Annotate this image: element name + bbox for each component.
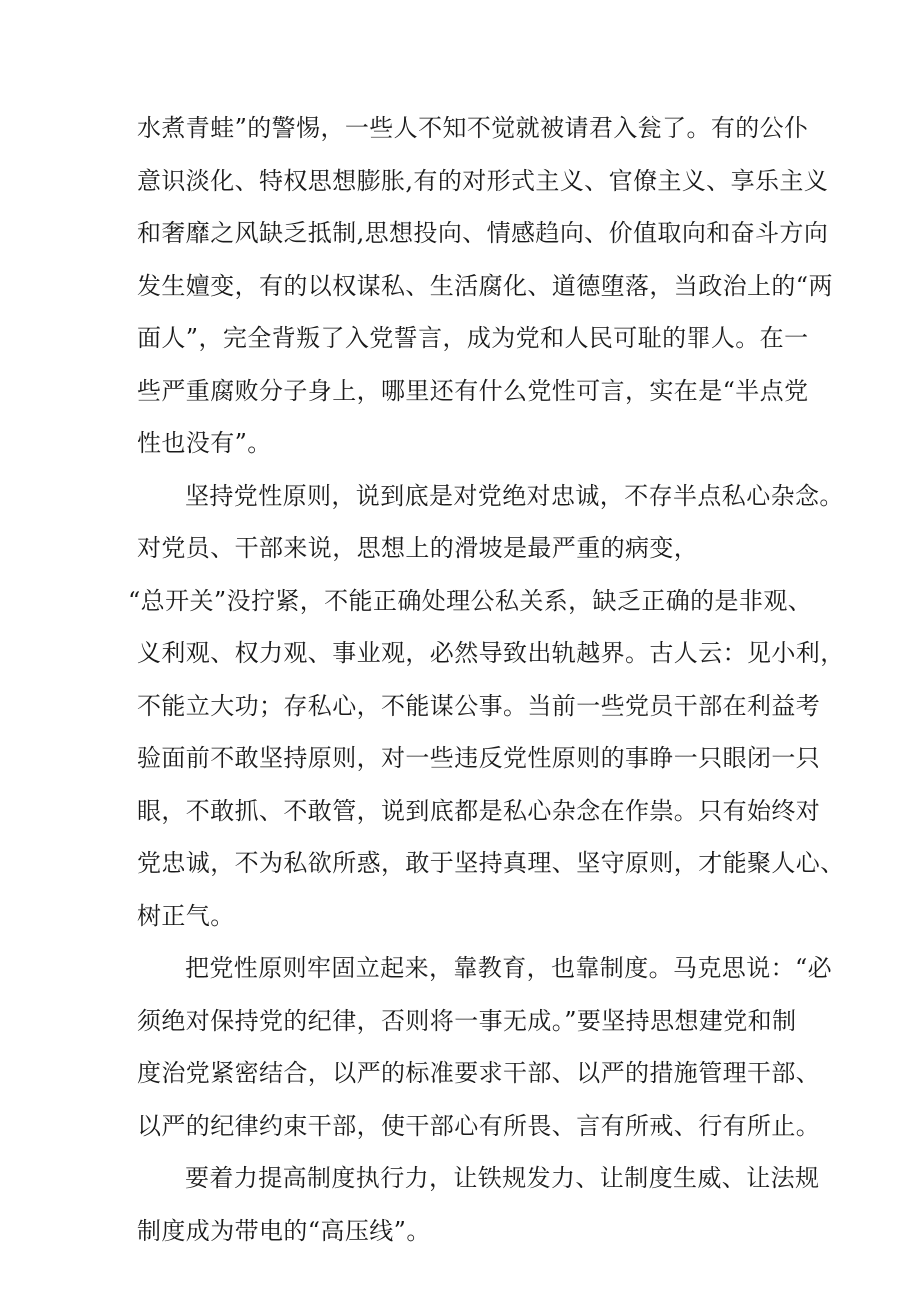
text-line: “总开关”没拧紧，不能正确处理公私关系，缺乏正确的是非观、 [128,587,813,615]
text-line: 以严的纪律约束干部，使干部心有所畏、言有所戒、行有所止。 [137,1112,821,1140]
text-line: 党忠诚，不为私欲所惑，敢于坚持真理、坚守原则，才能聚人心、 [137,849,845,877]
text-line: 要着力提高制度执行力，让铁规发力、让制度生威、让法规 [185,1164,820,1192]
text-line: 水煮青蛙”的警惕，一些人不知不觉就被请君入瓮了。有的公仆 [137,114,809,142]
text-line: 对党员、干部来说，思想上的滑坡是最严重的病变， [137,534,699,562]
text-line: 和奢靡之风缺乏抵制,思想投向、情感趋向、价值取向和奋斗方向 [137,219,829,247]
text-line: 把党性原则牢固立起来，靠教育，也靠制度。马克思说：“必 [185,954,833,982]
text-line: 不能立大功；存私心，不能谋公事。当前一些党员干部在利益考 [137,692,821,720]
text-line: 些严重腐败分子身上，哪里还有什么党性可言，实在是“半点党 [137,377,809,405]
text-line: 树正气。 [137,902,235,930]
text-line: 义利观、权力观、事业观，必然导致出轨越界。古人云：见小利， [137,639,845,667]
text-line: 意识淡化、特权思想膨胀,有的对形式主义、官僚主义、享乐主义 [137,167,829,195]
text-line: 度治党紧密结合，以严的标准要求干部、以严的措施管理干部、 [137,1059,821,1087]
text-line: 面人”，完全背叛了入党誓言，成为党和人民可耻的罪人。在一 [137,324,809,352]
text-line: 眼，不敢抓、不敢管，说到底都是私心杂念在作祟。只有始终对 [137,797,821,825]
text-line: 验面前不敢坚持原则，对一些违反党性原则的事睁一只眼闭一只 [137,744,821,772]
text-line: 制度成为带电的“高压线”。 [137,1217,431,1245]
text-line: 坚持党性原则，说到底是对党绝对忠诚，不存半点私心杂念。 [185,482,844,510]
text-line: 须绝对保持党的纪律，否则将一事无成。”要坚持思想建党和制 [137,1007,797,1035]
text-line: 性也没有”。 [137,429,272,457]
text-line: 发生嬗变，有的以权谋私、生活腐化、道德堕落，当政治上的“两 [137,272,833,300]
